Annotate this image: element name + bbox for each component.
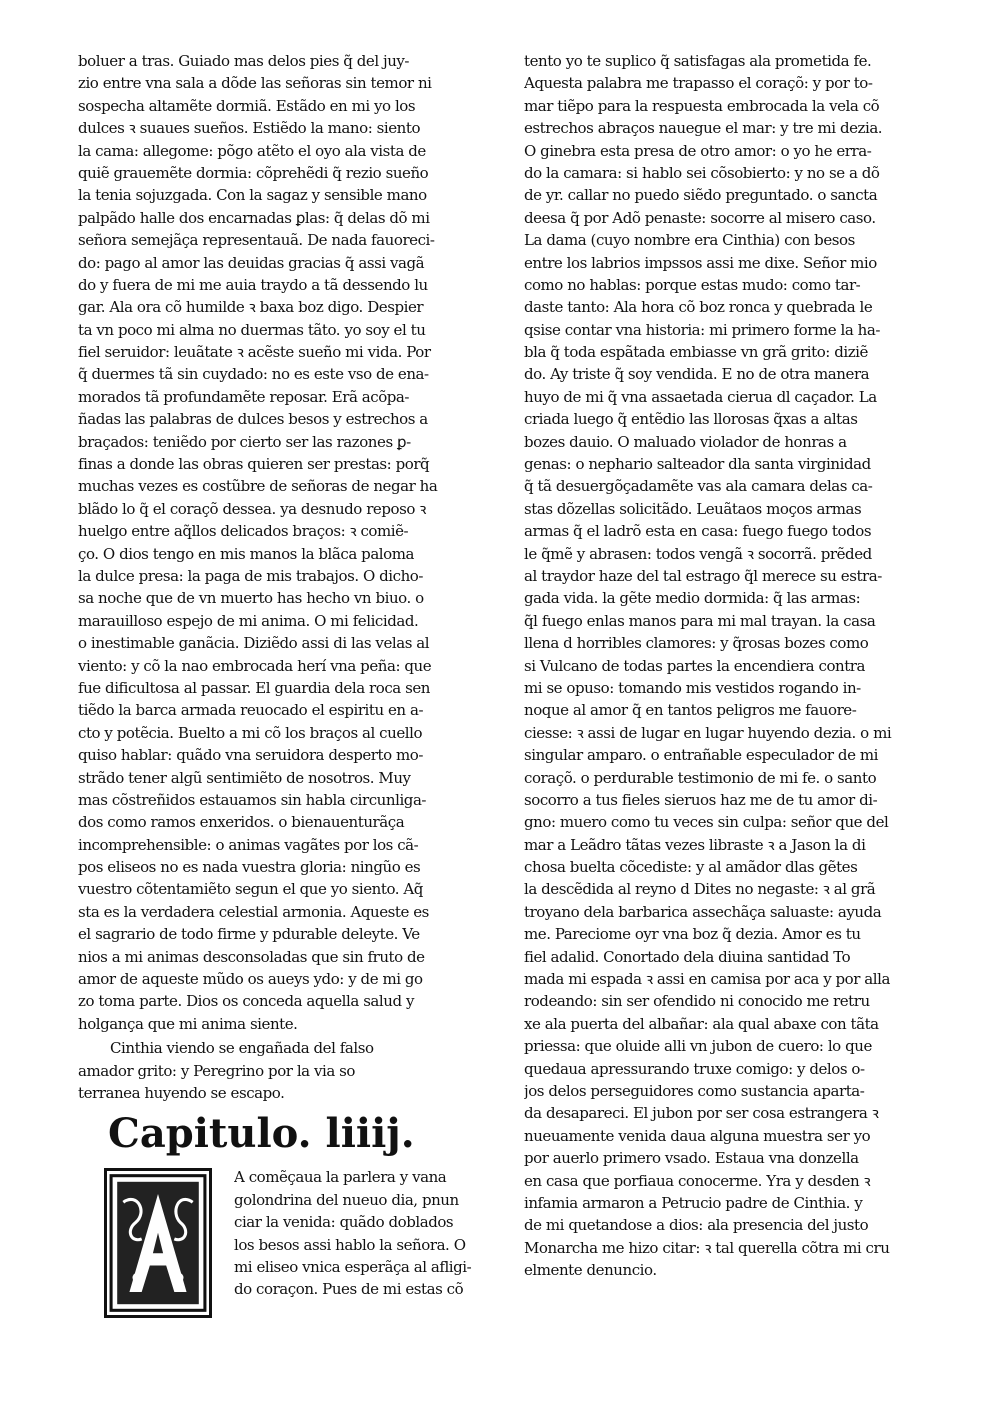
- text-line: la descẽdida al reyno d Dites no negaste: ꝛ al grã: [524, 880, 876, 899]
- text-line: singular amparo. o entrañable especulador de mi: [524, 746, 878, 765]
- text-line: finas a donde las obras quieren ser prestas: porq̃: [78, 455, 430, 474]
- text-line: en casa que porfiaua conocerme. Yra y desden ꝛ: [524, 1171, 871, 1190]
- text-line: xe ala puerta del albañar: ala qual abaxe con tãta: [524, 1014, 879, 1033]
- text-line: ciesse: ꝛ assi de lugar en lugar huyendo dezia. o mi: [524, 723, 892, 742]
- text-line: O ginebra esta presa de otro amor: o yo he erra-: [524, 141, 872, 160]
- text-line: priessa: que oluide alli vn jubon de cuero: lo que: [524, 1037, 872, 1056]
- text-line: morados tã profundamẽte reposar. Erã acõpa-: [78, 387, 410, 406]
- text-line: do la camara: si hablo sei cõsobierto: y no se a dõ: [524, 163, 880, 182]
- text-line: noque al amor q̃ en tantos peligros me fauore-: [524, 701, 857, 720]
- text-line: holgança que mi anima siente.: [78, 1014, 298, 1033]
- text-line: Cinthia viendo se engañada del falso: [110, 1039, 374, 1058]
- text-line: los besos assi hablo la señora. O: [234, 1235, 466, 1254]
- text-line: zio entre vna sala a dõde las señoras sin temor ni: [78, 74, 432, 93]
- text-line: llena d horribles clamores: y q̃rosas bozes como: [524, 634, 869, 653]
- text-line: dulces ꝛ suaues sueños. Estiẽdo la mano: siento: [78, 119, 421, 138]
- text-line: de mi quetandose a dios: ala presencia del justo: [524, 1216, 869, 1235]
- text-line: incomprehensible: o animas vagãtes por los cã-: [78, 835, 419, 854]
- text-line: gar. Ala ora cõ humilde ꝛ baxa boz digo. Despier: [78, 298, 424, 317]
- text-line: troyano dela barbarica assechãça saluaste: ayuda: [524, 902, 882, 921]
- text-line: cto y potẽcia. Buelto a mi cõ los braços al cuello: [78, 723, 423, 742]
- text-line: vuestro cõtentamiẽto segun el que yo siento. Aq̃: [78, 880, 423, 899]
- text-line: estrechos abraços nauegue el mar: y tre mi dezia.: [524, 119, 883, 138]
- text-line: qsise contar vna historia: mi primero forme la ha-: [524, 320, 880, 339]
- ornamental-initial-icon: [107, 1171, 209, 1315]
- text-line: stas dõzellas solicitãdo. Leuãtaos moços armas: [524, 499, 862, 518]
- text-line: bozes dauio. O maluado violador de honras a: [524, 432, 847, 451]
- text-line: mi eliseo vnica esperãça al afligi-: [234, 1257, 472, 1276]
- text-line: marauilloso espejo de mi anima. O mi felicidad.: [78, 611, 419, 630]
- text-line: zo toma parte. Dios os conceda aquella salud y: [78, 992, 414, 1011]
- text-line: si Vulcano de todas partes la encendiera contra: [524, 656, 866, 675]
- text-line: como no hablas: porque estas mudo: como tar-: [524, 275, 861, 294]
- text-line: por auerlo primero vsado. Estaua vna donzella: [524, 1149, 859, 1168]
- text-line: genas: o nephario salteador dla santa virginidad: [524, 455, 871, 474]
- text-line: al traydor haze del tal estrago q̃l merece su estra-: [524, 566, 882, 585]
- text-line: A comẽçaua la parlera y vana: [234, 1168, 447, 1187]
- text-line: Monarcha me hizo citar: ꝛ tal querella cõtra mi cru: [524, 1238, 890, 1257]
- right-text-block: [524, 50, 944, 1281]
- text-line: terranea huyendo se escapo.: [78, 1083, 285, 1102]
- text-line: entre los labrios impssos assi me dixe. Señor mio: [524, 253, 877, 272]
- text-line: q̃ duermes tã sin cuydado: no es este vso de ena-: [78, 365, 429, 384]
- text-line: muchas vezes es costũbre de señoras de negar ha: [78, 477, 438, 496]
- text-line: sospecha altamẽte dormiã. Estãdo en mi yo los: [78, 96, 416, 115]
- left-column: [78, 50, 496, 1301]
- text-line: criada luego q̃ entẽdio las llorosas q̃xas a altas: [524, 410, 858, 429]
- text-line: armas q̃ el ladrõ esta en casa: fuego fuego todos: [524, 522, 872, 541]
- text-line: huyo de mi q̃ vna assaetada cierua dl caçador. La: [524, 387, 877, 406]
- text-line: deesa q̃ por Adõ penaste: socorre al misero caso.: [524, 208, 876, 227]
- text-line: jos delos perseguidores como sustancia aparta-: [524, 1081, 865, 1100]
- text-line: boluer a tras. Guiado mas delos pies q̃ del juy-: [78, 52, 410, 70]
- chapter-note: [78, 1037, 496, 1104]
- text-line: quiso hablar: quãdo vna seruidora desperto mo-: [78, 746, 423, 765]
- text-line: fue dificultosa al passar. El guardia dela roca sen: [78, 678, 430, 697]
- text-line: quedaua apressurando truxe comigo: y delos o-: [524, 1059, 865, 1078]
- text-line: daste tanto: Ala hora cõ boz ronca y quebrada le: [524, 298, 873, 317]
- text-line: ciar la venida: quãdo doblados: [234, 1213, 454, 1232]
- text-line: mar tiẽpo para la respuesta embrocada la vela cõ: [524, 96, 880, 115]
- text-line: braçados: teniẽdo por cierto ser las razones ꝑ-: [78, 432, 411, 451]
- text-line: nios a mi animas desconsoladas que sin fruto de: [78, 947, 425, 966]
- text-line: do y fuera de mi me auia traydo a tã dessendo lu: [78, 275, 428, 294]
- text-line: tento yo te suplico q̃ satisfagas ala prometida fe.: [524, 52, 872, 70]
- text-line: sta es la verdadera celestial armonia. Aqueste es: [78, 902, 429, 921]
- left-text-block: [78, 50, 496, 1035]
- text-line: strãdo tener algũ sentimiẽto de nosotros. Muy: [78, 768, 411, 787]
- text-line: bla q̃ toda espãtada embiasse vn grã grito: diziẽ: [524, 343, 868, 362]
- text-line: chosa buelta cõcediste: y al amãdor dlas gẽtes: [524, 858, 858, 877]
- text-line: señora semejãça representauã. De nada fauoreci-: [78, 231, 435, 250]
- text-line: Aquesta palabra me trapasso el coraçõ: y por to-: [524, 74, 873, 93]
- text-line: La dama (cuyo nombre era Cinthia) con besos: [524, 231, 855, 250]
- text-line: blãdo lo q̃ el coraçõ dessea. ya desnudo reposo ꝛ: [78, 499, 426, 518]
- text-line: sa noche que de vn muerto has hecho vn biuo. o: [78, 589, 424, 608]
- text-line: amador grito: y Peregrino por la via so: [78, 1061, 355, 1080]
- text-line: elmente denuncio.: [524, 1261, 657, 1280]
- text-line: pos eliseos no es nada vuestra gloria: ningũo es: [78, 858, 421, 877]
- text-line: mar a Leãdro tãtas vezes libraste ꝛ a Jason la di: [524, 835, 866, 854]
- text-line: le q̃mẽ y abrasen: todos vengã ꝛ socorrã. prẽded: [524, 544, 872, 563]
- text-line: amor de aqueste mũdo os aueys ydo: y de mi go: [78, 970, 423, 989]
- text-line: dos como ramos enxeridos. o bienauenturãça: [78, 813, 405, 832]
- text-line: ñadas las palabras de dulces besos y estrechos a: [78, 410, 428, 429]
- text-line: la tenia sojuzgada. Con la sagaz y sensible mano: [78, 186, 427, 205]
- text-line: ta vn poco mi alma no duermas tãto. yo soy el tu: [78, 320, 426, 339]
- text-line: palpãdo halle dos encarnadas ꝑlas: q̃ delas dõ mi: [78, 208, 430, 227]
- text-line: quiẽ grauemẽte dormia: cõprehẽdi q̃ rezio sueño: [78, 163, 429, 182]
- text-line: coraçõ. o perdurable testimonio de mi fe. o santo: [524, 768, 877, 787]
- text-line: la cama: allegome: põgo atẽto el oyo ala vista de: [78, 141, 426, 160]
- text-line: tiẽdo la barca armada reuocado el espiritu en a-: [78, 701, 424, 720]
- text-line: de yr. callar no puedo siẽdo preguntado. o sancta: [524, 186, 878, 205]
- text-line: gno: muero como tu veces sin culpa: señor que del: [524, 813, 889, 832]
- text-line: nueuamente venida daua alguna muestra ser yo: [524, 1126, 871, 1145]
- text-line: mi se opuso: tomando mis vestidos rogando in-: [524, 678, 861, 697]
- chapter-opening: [78, 1166, 496, 1300]
- text-line: la dulce presa: la paga de mis trabajos. O dicho-: [78, 566, 424, 585]
- text-line: viento: y cõ la nao embrocada herí vna peña: que: [78, 656, 432, 675]
- text-line: q̃l fuego enlas manos para mi mal trayan. la casa: [524, 611, 876, 630]
- text-line: el sagrario de todo firme y pdurable deleyte. Ve: [78, 925, 420, 944]
- text-line: mada mi espada ꝛ assi en camisa por aca y por alla: [524, 970, 890, 989]
- text-line: do: pago al amor las deuidas gracias q̃ assi vagã: [78, 253, 425, 272]
- text-line: do. Ay triste q̃ soy vendida. E no de otra manera: [524, 365, 870, 384]
- text-line: me. Pareciome oyr vna boz q̃ dezia. Amor es tu: [524, 925, 861, 944]
- text-line: huelgo entre aq̃llos delicados braços: ꝛ comiẽ-: [78, 522, 409, 541]
- text-line: golondrina del nueuo dia, pnun: [234, 1190, 459, 1209]
- text-line: gada vida. la gẽte medio dormida: q̃ las armas:: [524, 589, 861, 608]
- decorated-initial-a-icon: [104, 1168, 212, 1318]
- text-line: infamia armaron a Petrucio padre de Cinthia. y: [524, 1193, 863, 1212]
- text-line: ço. O dios tengo en mis manos la blãca paloma: [78, 544, 415, 563]
- text-line: socorro a tus fieles sieruos haz me de tu amor di-: [524, 790, 878, 809]
- text-line: do coraçon. Pues de mi estas cõ: [234, 1280, 464, 1299]
- text-line: q̃ tã desuergõçadamẽte vas ala camara delas ca-: [524, 477, 873, 496]
- text-line: mas cõstreñidos estauamos sin habla circunliga-: [78, 790, 427, 809]
- chapter-title: Capitulo. liiij.: [108, 1110, 415, 1158]
- text-line: fiel seruidor: leuãtate ꝛ acẽste sueño mi vida. Por: [78, 343, 431, 362]
- text-line: fiel adalid. Conortado dela diuina santidad To: [524, 947, 851, 966]
- text-line: rodeando: sin ser ofendido ni conocido me retru: [524, 992, 870, 1011]
- text-line: o inestimable ganãcia. Diziẽdo assi di las velas al: [78, 634, 430, 653]
- right-column: [524, 50, 944, 1281]
- text-line: da desapareci. El jubon por ser cosa estrangera ꝛ: [524, 1104, 879, 1123]
